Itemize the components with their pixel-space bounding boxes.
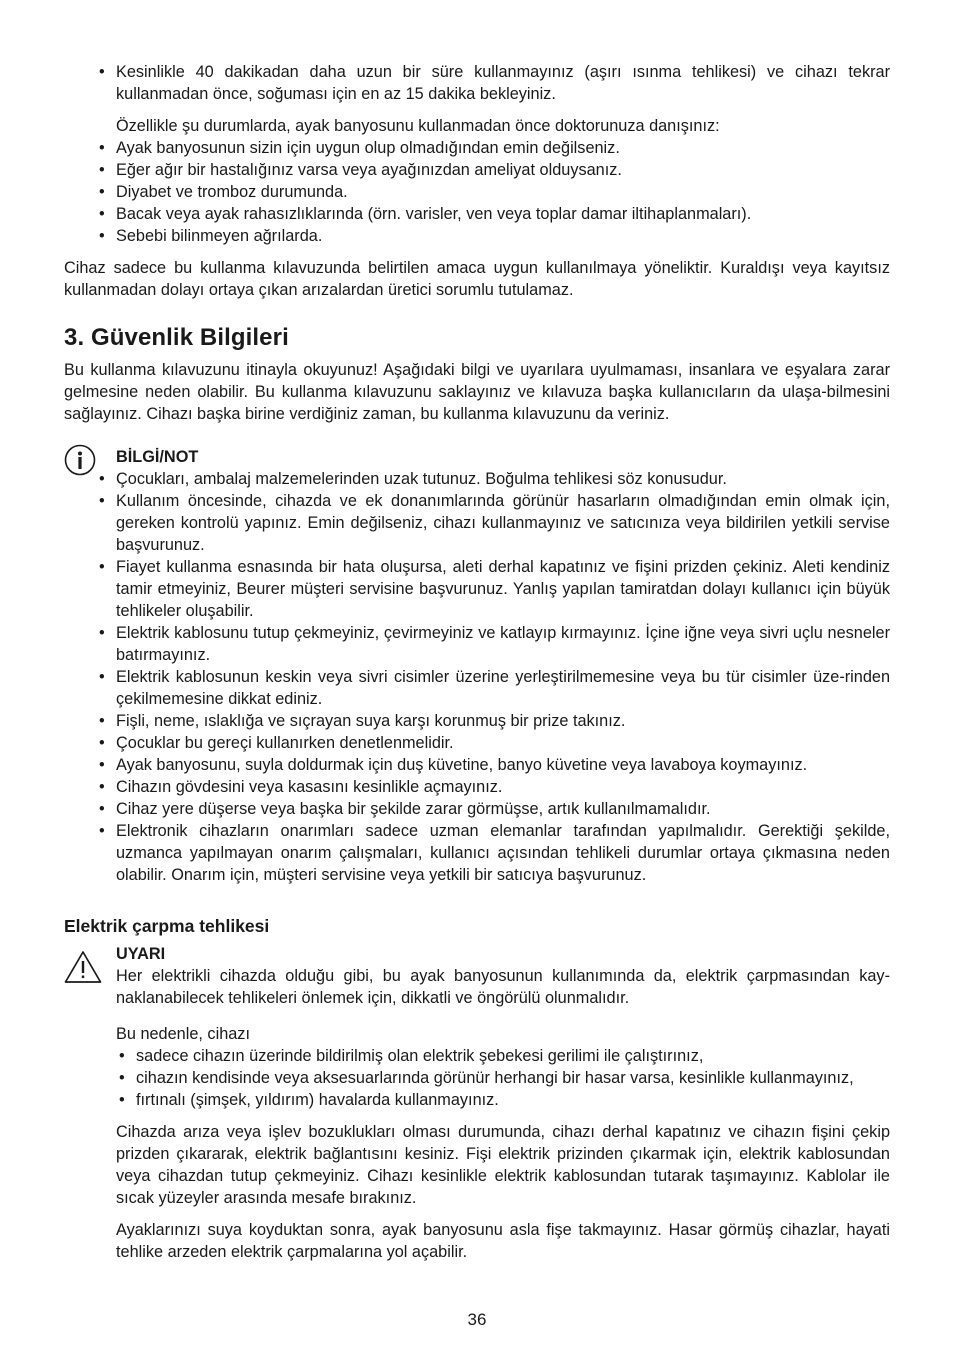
top-bullet-block: [116, 61, 890, 105]
intended-use-block: [64, 257, 890, 301]
note-heading: BİLGİ/NOT: [116, 448, 199, 466]
list-item: • Elektronik cihazların onarımları sadece uzman elemanlar tarafından yapılmalıdır. Gerektiği şekilde, uzmanca yapılmayan onarım çalışmaları, kullanıcı açısından tehlikeli durumlar ortaya çıkmasına neden olabilir. Onarım için, müşteri servisine veya yetkili bir satıcıya başvurunuz.: [96, 820, 890, 886]
info-circle-icon: [64, 444, 96, 476]
list-item: • cihazın kendisinde veya aksesuarlarında görünür herhangi bir hasar varsa, kesinlikle kullanmayınız,: [116, 1067, 890, 1089]
list-item: • Çocuklar bu gereçi kullanırken denetlenmelidir.: [96, 732, 890, 754]
list-item: • Çocukları, ambalaj malzemelerinden uzak tutunuz. Boğulma tehlikesi söz konusudur.: [96, 468, 890, 490]
list-item: • Elektrik kablosunun keskin veya sivri cisimler üzerine yerleştirilmemesine veya bu tür cisimler üze-rinden çekilmemesine dikkat ediniz.: [96, 666, 890, 710]
shock-heading: Elektrik çarpma tehlikesi: [64, 916, 270, 936]
list-item: • Eğer ağır bir hastalığınız varsa veya ayağınızdan ameliyat olduysanız.: [96, 159, 890, 181]
malfunction-text: Cihazda arıza veya işlev bozuklukları olması durumunda, cihazı derhal kapatınız ve cihazın fişini çekip prizden çıkararak, elektrik bağlantısını kesiniz. Fişi elektrik prizinden çıkarmak için, elektrik kablosundan veya cihazdan tutup çekmeyiniz. Cihazı kesinlikle elektrik kablosundan tutarak taşımayınız. Kablolar ile sıcak yüzeyler arasında mesafe bırakınız.: [116, 1123, 890, 1207]
doctor-block: [116, 115, 890, 247]
list-item: • Ayak banyosunu, suyla doldurmak için duş küvetine, banyo küvetine veya lavaboya koymayınız.: [96, 754, 890, 776]
section-intro-block: [64, 359, 890, 425]
list-item: • fırtınalı (şimşek, yıldırım) havalarda kullanmayınız.: [116, 1089, 890, 1111]
list-item: • Ayak banyosunun sizin için uygun olup olmadığından emin değilseniz.: [96, 137, 890, 159]
section-header: [64, 323, 890, 353]
list-item: • Cihaz yere düşerse veya başka bir şekilde zarar görmüşse, artık kullanılmamalıdır.: [96, 798, 890, 820]
list-item: • Kullanım öncesinde, cihazda ve ek donanımlarında görünür hasarların olmadığından emin olmak için, gereken kontrolü yapınız. Emin değilseniz, cihazı kullanmayınız ve satıcınıza veya bildirilen yetkili servise başvurunuz.: [96, 490, 890, 556]
doctor-list: [96, 137, 890, 247]
list-item: • Cihazın gövdesini veya kasasını kesinlikle açmayınız.: [96, 776, 890, 798]
doctor-intro: Özellikle şu durumlarda, ayak banyosunu kullanmadan önce doktorunuza danışınız:: [116, 117, 720, 135]
therefore-list: [116, 1045, 890, 1111]
section-title: 3. Güvenlik Bilgileri: [64, 324, 289, 351]
page-number: 36: [467, 1310, 487, 1329]
shock-header: [64, 915, 890, 937]
list-item: • sadece cihazın üzerinde bildirilmiş olan elektrik şebekesi gerilimi ile çalıştırınız,: [116, 1045, 890, 1067]
list-item: • Fiayet kullanma esnasında bir hata oluşursa, aleti derhal kapatınız ve fişini prizden çekiniz. Aleti kendiniz tamir etmeyiniz, Beurer müşteri servisine başvurunuz. Yanlış yapılan tamiratdan dolayı kullanıcı için büyük tehlikeler oluşabilir.: [96, 556, 890, 622]
warning-block: [116, 943, 890, 1009]
warning-text: Her elektrikli cihazda olduğu gibi, bu ayak banyosunun kullanımında da, elektrik çarpmasından kay-naklanabilecek tehlikeleri önlemek için, dikkatli ve öngörülü olunmalıdır.: [116, 967, 890, 1007]
note-list: [96, 468, 890, 886]
feet-block: [116, 1219, 890, 1263]
note-block: [116, 446, 890, 886]
top-bullet-list: [116, 61, 890, 105]
list-item: • Kesinlikle 40 dakikadan daha uzun bir süre kullanmayınız (aşırı ısınma tehlikesi) ve cihazı tekrar kullanmadan önce, soğuması için en az 15 dakika bekleyiniz.: [96, 61, 890, 105]
therefore-block: [116, 1023, 890, 1111]
warning-label: UYARI: [116, 945, 166, 963]
therefore-intro: Bu nedenle, cihazı: [116, 1025, 250, 1043]
malfunction-block: [116, 1121, 890, 1209]
list-item: • Fişli, neme, ıslaklığa ve sıçrayan suya karşı korunmuş bir prize takınız.: [96, 710, 890, 732]
section-intro-text: Bu kullanma kılavuzunu itinayla okuyunuz! Aşağıdaki bilgi ve uyarılara uyulmaması, insanlara ve eşyalara zarar gelmesine neden olabilir. Bu kullanma kılavuzunu saklayınız ve kılavuza başka kullanıcıların da ulaşa-bilmesini sağlayınız. Cihazı başka birine verdiğiniz zaman, bu kullanma kılavuzunu da veriniz.: [64, 361, 890, 423]
intended-use-text: Cihaz sadece bu kullanma kılavuzunda belirtilen amaca uygun kullanılmaya yöneliktir. Kuraldışı veya kayıtsız kullanmadan dolayı ortaya çıkan arızalardan üretici sorumlu tutulamaz.: [64, 259, 890, 299]
warning-triangle-icon: [64, 950, 102, 984]
list-item: • Elektrik kablosunu tutup çekmeyiniz, çevirmeyiniz ve katlayıp kırmayınız. İçine iğne veya sivri uçlu nesneler batırmayınız.: [96, 622, 890, 666]
feet-text: Ayaklarınızı suya koyduktan sonra, ayak banyosunu asla fişe takmayınız. Hasar görmüş cihazlar, hayati tehlike arzeden elektrik çarpmalarına yol açabilir.: [116, 1221, 890, 1261]
list-item: • Bacak veya ayak rahasızlıklarında (örn. varisler, ven veya toplar damar iltihaplanmaları).: [96, 203, 890, 225]
list-item: • Sebebi bilinmeyen ağrılarda.: [96, 225, 890, 247]
list-item: • Diyabet ve tromboz durumunda.: [96, 181, 890, 203]
